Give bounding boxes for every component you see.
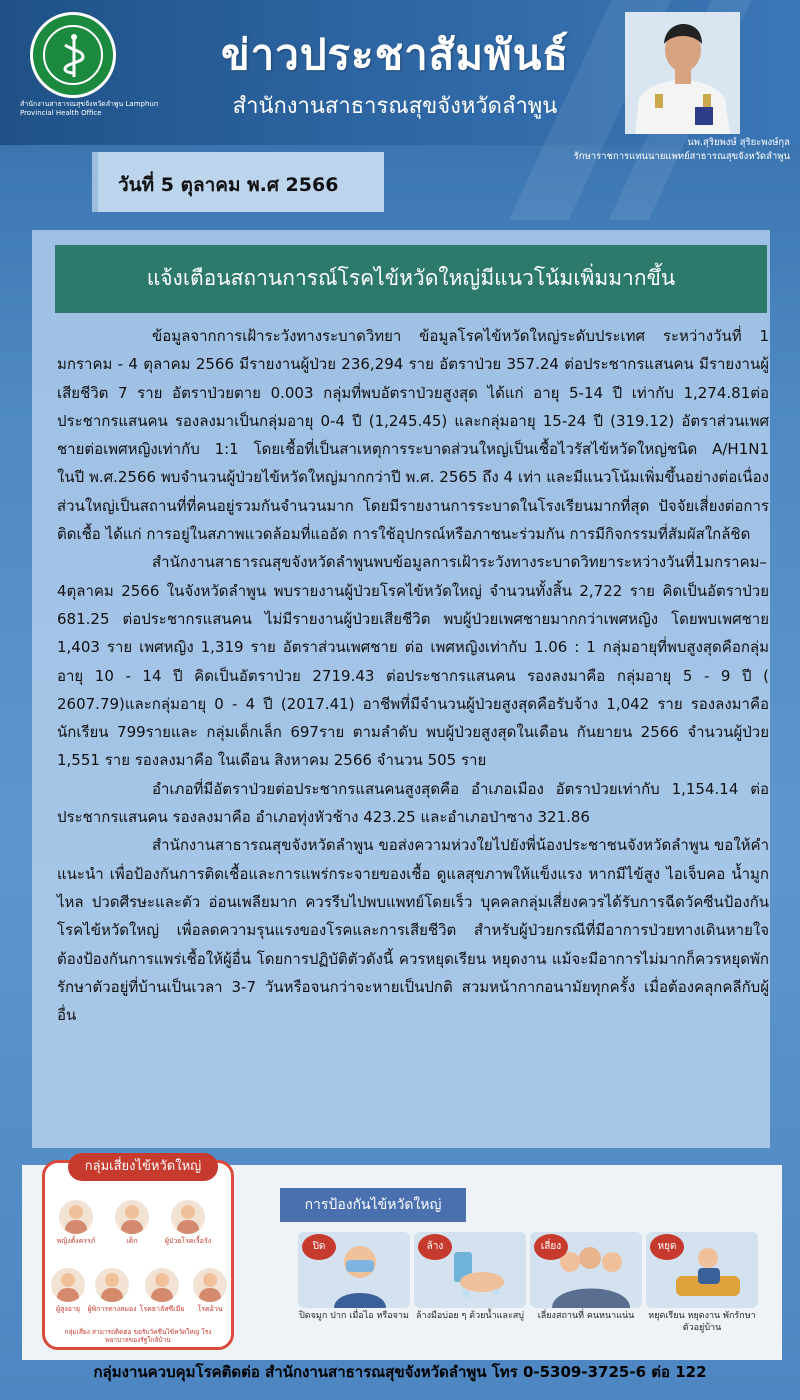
- risk-item-chronic: ผู้ป่วยโรคเรื้อรัง: [160, 1200, 216, 1246]
- risk-item-pregnant: หญิงตั้งครรภ์: [48, 1200, 104, 1246]
- prevention-badge: เลี่ยง: [534, 1234, 568, 1260]
- prevention-caption-wash: ล้างมือบ่อย ๆ ด้วยน้ำและสบู่: [416, 1311, 524, 1321]
- prevention-badge: ล้าง: [418, 1234, 452, 1260]
- official-portrait: [625, 12, 740, 134]
- prevention-caption-stay: หยุดเรียน หยุดงาน พักรักษาตัวอยู่บ้าน: [648, 1311, 756, 1333]
- risk-group-card: [42, 1160, 234, 1350]
- prevention-caption-cover: ปิดจมูก ปาก เมื่อไอ หรือจาม: [299, 1311, 409, 1321]
- paragraph-district-rates: อำเภอที่มีอัตราป่วยต่อประชากรแสนคนสูงสุดคือ อำเภอเมือง อัตราป่วยเท่ากับ 1,154.14 ต่อประชากรแสนคน รองลงมาคือ อำเภอทุ่งหัวช้าง 423.25 และอำเภอป่าซาง 321.86: [57, 779, 769, 827]
- risk-item-child: เด็ก: [104, 1200, 160, 1246]
- prevention-badge: หยุด: [650, 1234, 684, 1260]
- prevention-item-avoid: [530, 1232, 642, 1308]
- page-title: ข่าวประชาสัมพันธ์: [220, 30, 570, 79]
- paragraph-province-situation: สำนักงานสาธารณสุขจังหวัดลำพูนพบข้อมูลการเฝ้าระวังทางระบาดวิทยาระหว่างวันที่1มกราคม–4ตุลาคม 2566 ในจังหวัดลำพูน พบรายงานผู้ป่วยโรคไข้หวัดใหญ่ จำนวนทั้งสิ้น 2,722 ราย คิดเป็นอัตราป่วย 681.25 ต่อประชากรแสนคน ไม่มีรายงานผู้ป่วยเสียชีวิต พบผู้ป่วยเพศชายมากกว่าเพศหญิง โดยพบเพศชาย 1,403 ราย เพศหญิง 1,319 ราย อัตราส่วนเพศชาย ต่อ เพศหญิงเท่ากับ 1.06 : 1 กลุ่มอายุที่พบสูงสุดคือกลุ่มอายุ 10 - 14 ปี คิดเป็นอัตราป่วย 2719.43 ต่อประชากรแสนคน รองลงมาคือ กลุ่มอายุ 5 - 9 ปี ( 2607.79)และกลุ่มอายุ 0 - 4 ปี (2017.41) อาชีพที่มีจำนวนผู้ป่วยสูงสุดคือรับจ้าง 1,042 ราย รองลงมาคือ นักเรียน 799รายและ กลุ่มเด็กเล็ก 697ราย ตามลำดับ พบผู้ป่วยสูงสุดในเดือน กันยายน 2566 จำนวนผู้ป่วย 1,551 ราย รองลงมาคือ ในเดือน สิงหาคม 2566 จำนวน 505 ราย: [57, 553, 769, 770]
- release-date: วันที่ 5 ตุลาคม พ.ศ 2566: [118, 174, 339, 196]
- risk-group-title: กลุ่มเสี่ยงไข้หวัดใหญ่: [68, 1153, 218, 1181]
- prevention-item-stay: [646, 1232, 758, 1308]
- official-name: นพ.สุริยพงษ์ สุริยะพงษ์กุล: [687, 137, 790, 148]
- prevention-item-wash: [414, 1232, 526, 1308]
- headline: แจ้งเตือนสถานการณ์โรคไข้หวัดใหญ่มีแนวโน้มเพิ่มมากขึ้น: [146, 266, 676, 290]
- official-position: รักษาราชการแทนนายแพทย์สาธารณสุขจังหวัดลำพูน: [573, 151, 790, 162]
- page-subtitle: สำนักงานสาธารณสุขจังหวัดลำพูน: [232, 94, 558, 119]
- prevention-caption-avoid: เลี่ยงสถานที่ คนหนาแน่น: [537, 1311, 635, 1321]
- risk-group-note: กลุ่มเสี่ยง สามารถติดต่อ ขอรับวัคซีนไข้หวัดใหญ่ โรงพยาบาลของรัฐใกล้บ้าน: [64, 1328, 212, 1344]
- prevention-title: การป้องกันไข้หวัดใหญ่: [280, 1188, 466, 1222]
- ministry-logo: [30, 12, 116, 98]
- headline-bar: [55, 245, 767, 313]
- official-caption: [500, 136, 790, 164]
- risk-item-obesity: โรคอ้วน: [182, 1268, 238, 1314]
- logo-caption: สำนักงานสาธารณสุขจังหวัดลำพูน Lamphun Provincial Health Office: [20, 100, 159, 117]
- risk-item-disabled: ผู้พิการทางสมอง: [84, 1268, 140, 1314]
- paragraph-advice: สำนักงานสาธารณสุขจังหวัดลำพูน ขอส่งความห่วงใยไปยังพี่น้องประชาชนจังหวัดลำพูน ขอให้คำแนะนำ เพื่อป้องกันการติดเชื้อและการแพร่กระจายของเชื้อ ดูแลสุขภาพให้แข็งแรง หากมีไข้สูง ไอเจ็บคอ น้ำมูกไหล ปวดศีรษะและตัว อ่อนเพลียมาก ควรรีบไปพบแพทย์โดยเร็ว บุคคลกลุ่มเสี่ยงควรได้รับการฉีดวัคซีนป้องกันโรคไข้หวัดใหญ่ เพื่อลดความรุนแรงของโรคและการเสียชีวิต สำหรับผู้ป่วยกรณีที่มีอาการป่วยทางเดินหายใจ ต้องป้องกันการแพร่เชื้อให้ผู้อื่น โดยการปฏิบัติตัวดังนี้ ควรหยุดเรียน หยุดงาน แม้จะมีอาการไม่มากก็ควรหยุดพักรักษาตัวอยู่ที่บ้านเป็นเวลา 3-7 วันหรือจนกว่าจะหายเป็นปกติ สวมหน้ากากอนามัยทุกครั้ง เมื่อต้องคลุกคลีกับผู้อื่น: [57, 836, 769, 1025]
- footer-contact: กลุ่มงานควบคุมโรคติดต่อ สำนักงานสาธารณสุขจังหวัดลำพูน โทร 0-5309-3725-6 ต่อ 122: [93, 1363, 707, 1381]
- risk-item-elderly: ผู้สูงอายุ: [40, 1268, 96, 1314]
- date-box: [92, 152, 384, 212]
- article-body: [57, 322, 769, 1029]
- paragraph-national-situation: ข้อมูลจากการเฝ้าระวังทางระบาดวิทยา ข้อมูลโรคไข้หวัดใหญ่ระดับประเทศ ระหว่างวันที่ 1 มกราคม - 4 ตุลาคม 2566 มีรายงานผู้ป่วย 236,294 ราย อัตราป่วย 357.24 ต่อประชากรแสนคน มีรายงานผู้เสียชีวิต 7 ราย อัตราป่วยตาย 0.003 กลุ่มที่พบอัตราป่วยสูงสุด ได้แก่ อายุ 5-14 ปี เท่ากับ 1,274.81ต่อประชากรแสนคน รองลงมาเป็นกลุ่มอายุ 0-4 ปี (1,245.45) และกลุ่มอายุ 15-24 ปี (319.12) อัตราส่วนเพศชายต่อเพศหญิงเท่ากับ 1:1 โดยเชื้อที่เป็นสาเหตุการระบาดส่วนใหญ่เป็นเชื้อไวรัสไข้หวัดใหญ่ชนิด A/H1N1 ในปี พ.ศ.2566 พบจำนวนผู้ป่วยไข้หวัดใหญ่มากกว่าปี พ.ศ. 2565 ถึง 4 เท่า และมีแนวโน้มเพิ่มขึ้นอย่างต่อเนื่อง ส่วนใหญ่เป็นสถานที่ที่คนอยู่รวมกันจำนวนมาก โดยมีรายงานการระบาดในโรงเรียนมากที่สุด ปัจจัยเสี่ยงต่อการติดเชื้อ ได้แก่ การอยู่ในสภาพแวดล้อมที่แออัด การใช้อุปกรณ์หรือภาชนะร่วมกัน การมีกิจกรรมที่สัมผัสใกล้ชิด: [57, 327, 769, 544]
- risk-item-thalassemia: โรคธาลัสซีเมีย: [134, 1268, 190, 1314]
- prevention-badge: ปิด: [302, 1234, 336, 1260]
- prevention-item-cover: [298, 1232, 410, 1308]
